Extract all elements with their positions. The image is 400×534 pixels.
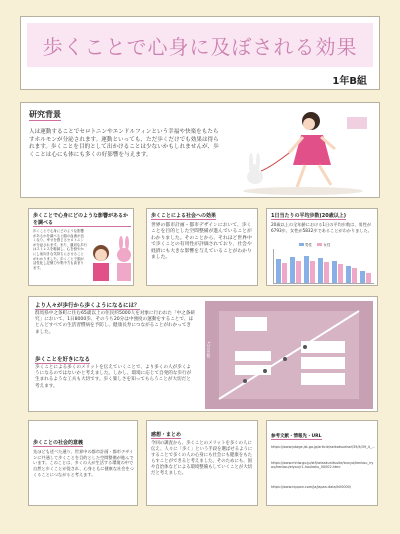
chart-ylabel: 1日の歩数 [207, 341, 211, 358]
steps-health-chart [205, 301, 373, 409]
research-panel [20, 102, 380, 198]
plan-body: 先ほども述べた通り、世界中の都市計画・都市デザインに共通して歩くことを目的とした空間整備が進んでいます。このことは、多くの人が生活する環境の中で自然と歩くことが促され、心身ともに健康な社会をつくることにつながると考えます。 [33, 449, 134, 477]
bar [276, 259, 281, 283]
bar [282, 263, 287, 283]
steps-heading: 1日当たりの平均歩数(20歳以上) [271, 213, 347, 219]
plan-panel [28, 420, 138, 506]
summary-heading: 感想・まとめ [151, 432, 182, 438]
health-panel [28, 296, 378, 412]
bar [296, 261, 301, 283]
mind-body: 歩くことで心身にどのような影響があるかを調べると脳の血流が良くなり、幸せを感じるセロトニンが分泌されます。また、適切な歩行はストレスを軽減し、心を穏やかにし前向きな気持ちにさせることがわかりました。歩くことで脳が活性化し記憶力や集中力も高まります。 [33, 229, 87, 270]
steps-panel [266, 208, 378, 286]
mind-heading: 歩くことで心身にどのような影響があるかを調べる [33, 212, 131, 227]
reference-item[interactable]: https://www.mhlw.go.jp/stf/seisakunitsuite/bunya/kenkou_iryou/kenkou/eiyou/r1-houkoku_00002.html [271, 461, 374, 469]
thinking-people-illustration [89, 233, 133, 285]
steps-body: 20歳以上の全年齢における1日の平均歩数は、男性が6793歩、女性が5832歩であることがわかりました。 [271, 222, 372, 233]
references-heading: 参考文献・情報先・URL [271, 434, 322, 439]
steps-legend [299, 243, 330, 248]
bar [310, 261, 315, 283]
bar [332, 261, 337, 283]
health-body-2: 歩くことによる多くのメリットを伝えていくことで、より多くの人が歩くようになるのではないかと考えました。しかし、環境に応じて自発的な歩行が生まれるような工夫も大切です。歩く楽しさを知ってもらうことが大切だと考えます。 [35, 365, 192, 389]
reference-item[interactable]: https://www.jstage.jst.go.jp/article/seikatsueisei/39/4/39_4_... [271, 445, 375, 449]
summary-body: 今回の調査から、歩くことのメリットを多くの人に伝え、人々に「歩く」という手段を選ばせるようにすることで多くの人の心身にも社会にも健康をもたらすことができると考えました。そのためにも、国や自治体などによる環境整備もしていくことが大切だと考えました。 [151, 441, 253, 476]
plan-heading: 歩くことの社会的意義 [33, 440, 84, 446]
research-body: 人は運動することでセロトニンやエンドルフィンという幸福や快楽をもたらすホルモンが分泌されます。運動といっても、ただ歩くだけでも効果は得られます。歩くことを目的として出かけることは少ないかもしれませんが、歩くことは心にも体にも多くの好影響を与えます。 [29, 129, 219, 158]
bar [290, 257, 295, 283]
health-body-1: 群馬県中之条町に住む65歳以上の住民約5000人を対象に行われた「中之条研究」において、1日8000歩、そのうち20分は中強度の運動をすることで、ほとんどすべての生活習慣病を予防し、健康長寿につながることがわかってきました。 [35, 311, 195, 335]
references-panel [266, 420, 378, 506]
summary-panel [146, 420, 258, 506]
bar [318, 258, 323, 283]
legend-women: 女性 [323, 243, 331, 247]
mind-panel [28, 208, 134, 286]
reference-item[interactable]: https://www.nippon.com/ja/japan-data/h00000/ [271, 485, 351, 489]
class-label: 1年B組 [332, 76, 367, 87]
bar [352, 268, 357, 283]
walking-girl-illustration [231, 107, 376, 197]
health-subheading: 歩くことを好きになる [35, 357, 91, 363]
society-heading: 歩くことによる社会への効果 [151, 213, 217, 219]
bar [304, 256, 309, 283]
legend-men-swatch [299, 243, 304, 246]
society-body: 世界の都市計画・都市デザインにおいて、歩くことを目的とした空間整備が進んでいることがわかりました。そのことから、それほど世界中で歩くことの有用性が評価されており、社会や経済にも大きな影響を与えていることがわかりました。 [151, 223, 252, 261]
legend-men: 男性 [305, 243, 313, 247]
bar [324, 262, 329, 283]
bar [360, 271, 365, 283]
page-title: 歩くことで心身に及ぼされる効果 [42, 35, 358, 59]
chart-figure [205, 301, 373, 409]
steps-bar-chart [273, 249, 374, 284]
header-panel [20, 16, 380, 90]
bar [346, 266, 351, 283]
research-heading: 研究背景 [29, 110, 61, 119]
legend-women-swatch [317, 243, 322, 246]
society-panel [146, 208, 258, 286]
bar [338, 264, 343, 283]
health-heading: より人々が歩行から歩くようになるには？ [35, 303, 140, 309]
bar [366, 273, 371, 283]
